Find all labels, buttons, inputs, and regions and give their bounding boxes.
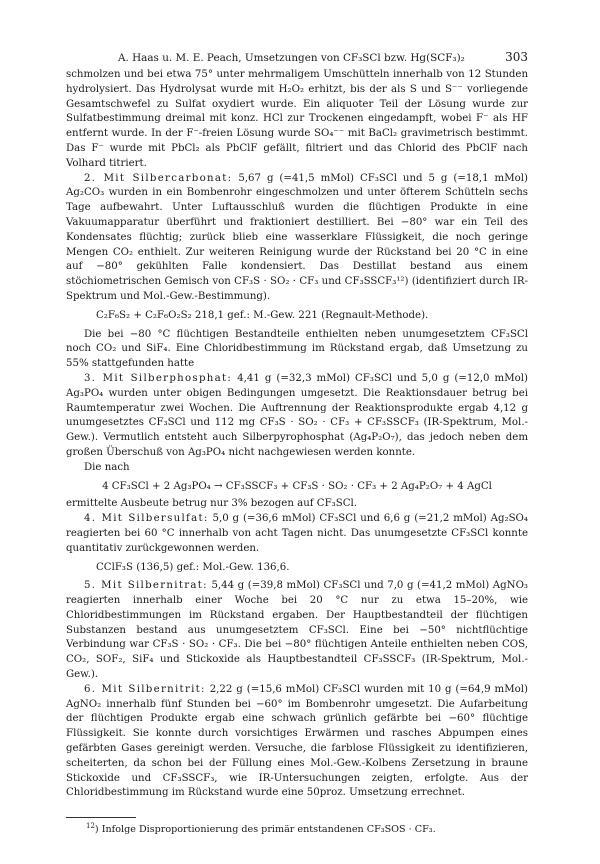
running-header: [66, 50, 528, 64]
paragraph-silbernitrat: [66, 579, 528, 683]
formula-line: CClF₃S (136,5) gef.: Mol.-Gew. 136,6.: [96, 561, 290, 573]
paragraph-silbersulfat: [66, 512, 528, 556]
page-number: 303: [505, 50, 528, 64]
paragraph-chloride: Die bei −80 °C flüchtigen Bestandteile enthielten neben unumgesetztem CF₃SCl noch CO₂ und SiF₄. Eine Chloridbestimmung im Rückstand ergab, daß Umsetzung zu 55% stattgefunden hatte: [66, 328, 528, 370]
paragraph-text: 5,44 g (=39,8 mMol) CF₃SCl und 7,0 g (=41,2 mMol) AgNO₃ reagierten innerhalb einer Woche bei 20 °C nur zu etwa 15–20%, wie Chloridbestimmungen im Rückstand ergaben. Der Hauptbestandteil der flüchtigen Substanzen bestand aus unumgesetztem CF₃SCl. Eine bei −50° nichtflüchtige Verbindung war CF₃S · SO₂ · CF₃. Die bei −80° flüchtigen Anteile enthielten neben COS, CO₂, SOF₂, SiF₄ und Stickoxide als Hauptbestandteil CF₃SSCF₃ (IR-Spektrum, Mol.-Gew.).: [66, 580, 529, 681]
section-heading-silbernitrat: 5. Mit Silbernitrat:: [84, 580, 208, 592]
paragraph-text: 4,41 g (=32,3 mMol) CF₃SCl und 5,0 g (=12,0 mMol) Ag₃PO₄ wurden unter obigen Bedingungen umgesetzt. Die Reaktionsdauer betrug bei Raumtemperatur zwei Wochen. Die Auftrennung der Reaktionsprodukte ergab 4,12 g unumgesetztes CF₃SCl und 112 mg CF₃S · SO₂ · CF₃ + CF₃SSCF₃ (IR-Spektrum, Mol.-Gew.). Vermutlich entsteht auch Silberpyrophosphat (Ag₄P₂O₇), das jedoch neben dem großen Überschuß von Ag₃PO₄ nicht nachgewiesen werden konnte.: [66, 372, 528, 458]
section-heading-silbersulfat: 4. Mit Silbersulfat:: [84, 513, 209, 525]
footnote-marker: 12: [86, 822, 95, 830]
paragraph-silberphosphat: [66, 372, 528, 461]
running-title: A. Haas u. M. E. Peach, Umsetzungen von CF₃SCl bzw. Hg(SCF₃)₂: [118, 52, 465, 64]
paragraph-text: 5,0 g (=36,6 mMol) CF₃SCl und 6,6 g (=21,2 mMol) Ag₂SO₄ reagierten bei 60 °C innerhalb von acht Tagen nicht. Das unumgesetzte CF₃SCl konnte quantitativ zurückgewonnen werden.: [66, 513, 528, 554]
paragraph-yield: ermittelte Ausbeute betrug nur 3% bezogen auf CF₃SCl.: [66, 498, 358, 510]
body-text: [66, 68, 528, 801]
paragraph-text: 5,67 g (=41,5 mMol) CF₃SCl und 5 g (=18,1 mMol) Ag₂CO₃ wurden in ein Bombenrohr eingeschmolzen und unter öfterem Schütteln sechs Tage aufbewahrt. Unter Luftausschluß wurden die flüchtigen Produkte in eine Vakuumapparatur überführt und fraktioniert destilliert. Bei −80° war ein Teil des Kondensates flüchtig; zurück blieb eine wasserklare Flüssigkeit, die noch geringe Mengen CO₂ enthielt. Zur weiteren Reinigung wurde der Rückstand bei 20 °C in eine auf −80° gekühlten Falle kondensiert. Das Destillat bestand aus einem stöchiometrischen Gemisch von CF₃S · SO₂ · CF₃ und CF₃SSCF₃¹²) (identifiziert durch IR-Spektrum und Mol.-Gew.-Bestimmung).: [66, 172, 528, 302]
paragraph-silbernitrit: [66, 683, 528, 801]
section-heading-silberphosphat: 3. Mit Silberphosphat:: [84, 372, 233, 384]
section-heading-silbercarbonat: 2. Mit Silbercarbonat:: [84, 172, 233, 184]
footnote-text: ) Infolge Disproportionierung des primär entstandenen CF₃SOS · CF₃.: [94, 824, 436, 836]
reaction-equation: 4 CF₃SCl + 2 Ag₃PO₄ → CF₃SSCF₃ + CF₃S · SO₂ · CF₃ + 2 Ag₄P₂O₇ + 4 AgCl: [102, 480, 492, 492]
paragraph-continuation: schmolzen und bei etwa 75° unter mehrmaligem Umschütteln innerhalb von 12 Stunden hydrolysiert. Das Hydrolysat wurde mit H₂O₂ erhitzt, bis der als S und S⁻⁻ vorliegende Gesamtschwefel zu Sulfat oxydiert wurde. Ein aliquoter Teil der Lösung wurde zur Sulfatbestimmung dreimal mit konz. HCl zur Trockenen eingedampft, wobei F⁻ als HF entfernt wurde. In der F⁻-freien Lösung wurde SO₄⁻⁻ mit BaCl₂ gravimetrisch bestimmt. Das F⁻ wurde mit PbCl₂ als PbClF gefällt, filtriert und das Chlorid des PbClF nach Volhard titriert.: [66, 69, 528, 169]
formula-line: C₂F₆S₂ + C₂F₆O₂S₂ 218,1 gef.: M.-Gew. 221 (Regnault-Methode).: [96, 309, 429, 321]
section-heading-silbernitrit: 6. Mit Silbernitrit:: [84, 683, 206, 695]
footnote-divider: [66, 817, 136, 818]
footnote: [86, 822, 436, 835]
paragraph-die-nach: Die nach: [84, 461, 130, 473]
paragraph-silbercarbonat: [66, 172, 528, 305]
paragraph-text: 2,22 g (=15,6 mMol) CF₃SCl wurden mit 10 g (=64,9 mMol) AgNO₂ innerhalb fünf Stunden bei −60° im Bombenrohr umgesetzt. Die Aufarbeitung der flüchtigen Produkte ergab eine schwach grünlich gefärbte bei −60° flüchtige Flüssigkeit. Sie konnte durch vorsichtiges Erwärmen und rasches Abpumpen eines gefärbten Gases gereinigt werden. Versuche, die farblose Flüssigkeit zu identifizieren, scheiterten, da schon bei der Füllung eines Mol.-Gew.-Kolbens Zersetzung in braune Stickoxide und CF₃SSCF₃, wie IR-Untersuchungen zeigten, erfolgte. Aus der Chloridbestimmung im Rückstand wurde eine 50proz. Umsetzung errechnet.: [66, 683, 528, 799]
